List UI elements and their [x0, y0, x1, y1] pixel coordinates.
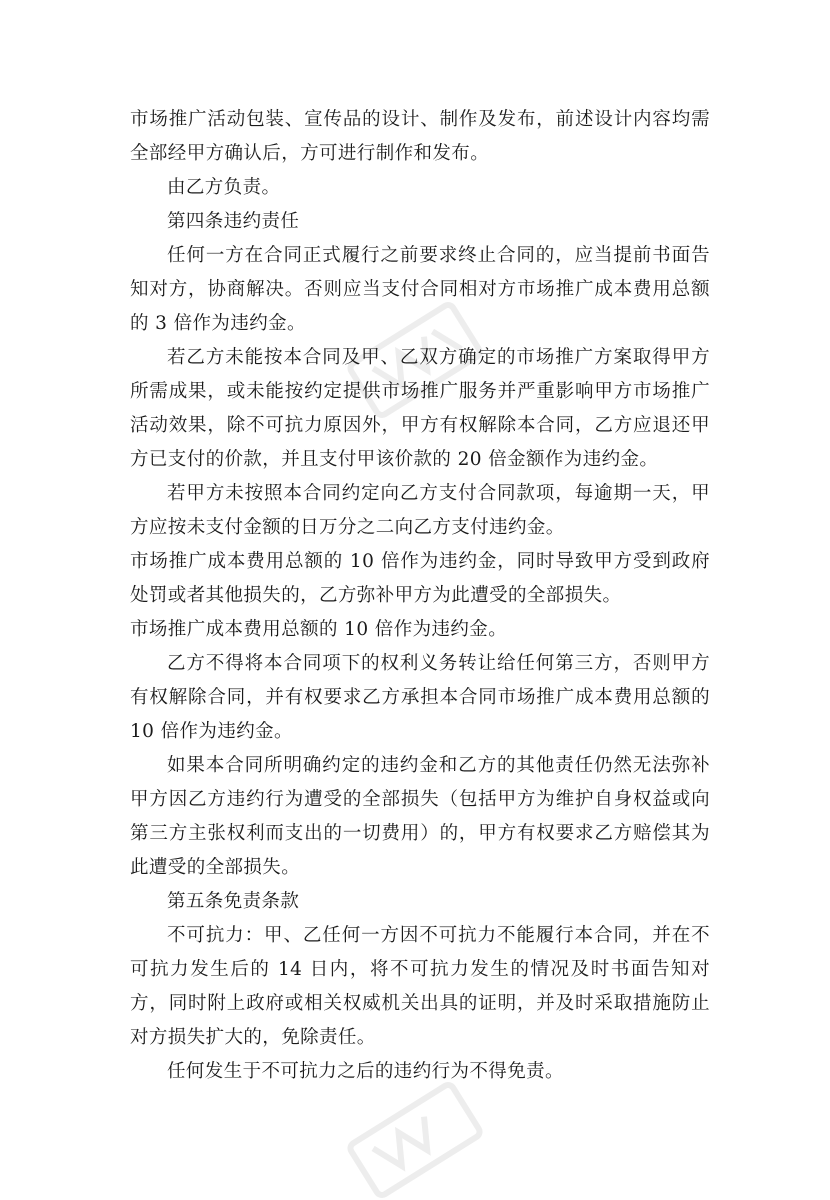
paragraph-penalty-10x: 市场推广成本费用总额的 10 倍作为违约金。	[130, 619, 508, 640]
paragraph-no-transfer: 乙方不得将本合同项下的权利义务转让给任何第三方，否则甲方有权解除合同，并有权要求乙方承担本合同市场推广成本费用总额的 10 倍作为违约金。	[130, 653, 710, 742]
paragraph-force-majeure: 不可抗力：甲、乙任何一方因不可抗力不能履行本合同，并在不可抗力发生后的 14 日内，将不可抗力发生的情况及时书面告知对方，同时附上政府或相关权威机关出具的证明，并及时采取措施防止对方损失扩大的，免除责任。	[130, 925, 710, 1048]
paragraph-additional-compensation: 如果本合同所明确约定的违约金和乙方的其他责任仍然无法弥补甲方因乙方违约行为遭受的全部损失（包括甲方为维护自身权益或向第三方主张权利而支出的一切费用）的，甲方有权要求乙方赔偿其为此遭受的全部损失。	[130, 755, 710, 878]
paragraph-penalty-government: 市场推广成本费用总额的 10 倍作为违约金，同时导致甲方受到政府处罚或者其他损失的，乙方弥补甲方为此遭受的全部损失。	[130, 551, 710, 606]
document-body	[130, 103, 710, 1089]
paragraph-marketing-design: 市场推广活动包装、宣传品的设计、制作及发布，前述设计内容均需全部经甲方确认后，方可进行制作和发布。	[130, 109, 710, 164]
paragraph-early-termination: 任何一方在合同正式履行之前要求终止合同的，应当提前书面告知对方，协商解决。否则应当支付合同相对方市场推广成本费用总额的 3 倍作为违约金。	[130, 245, 710, 334]
section-heading-article-4: 第四条违约责任	[167, 211, 300, 232]
paragraph-party-b-failure: 若乙方未能按本合同及甲、乙双方确定的市场推广方案取得甲方所需成果，或未能按约定提供市场推广服务并严重影响甲方市场推广活动效果，除不可抗力原因外，甲方有权解除本合同，乙方应退还甲方已支付的价款，并且支付甲该价款的 20 倍金额作为违约金。	[130, 347, 710, 470]
paragraph-party-a-late-payment: 若甲方未按照本合同约定向乙方支付合同款项，每逾期一天，甲方应按未支付金额的日万分之二向乙方支付违约金。	[130, 483, 710, 538]
watermark-logo-bottom	[330, 1080, 500, 1200]
paragraph-no-exemption: 任何发生于不可抗力之后的违约行为不得免责。	[167, 1061, 564, 1082]
paragraph-party-b-responsible: 由乙方负责。	[167, 177, 281, 198]
section-heading-article-5: 第五条免责条款	[167, 891, 300, 912]
